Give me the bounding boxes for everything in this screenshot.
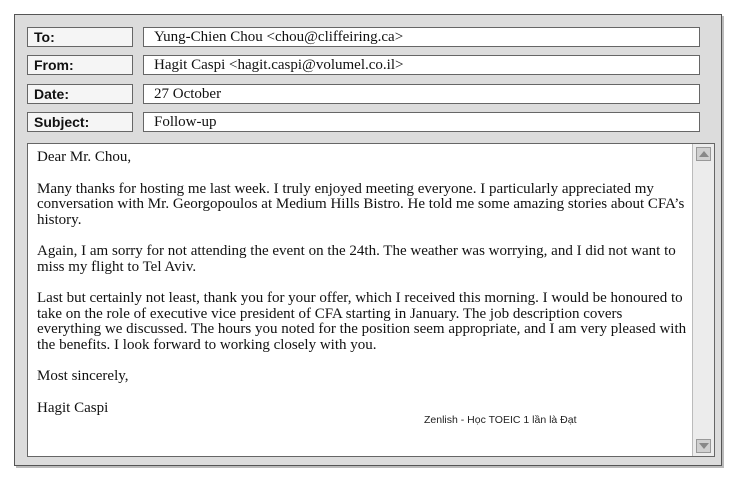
message-text — [37, 150, 687, 416]
subject-row — [27, 112, 700, 132]
greeting: Dear Mr. Chou, — [37, 149, 132, 165]
date-row — [27, 84, 700, 104]
triangle-up-icon — [699, 151, 709, 157]
to-field[interactable]: Yung-Chien Chou <chou@cliffeiring.ca> — [143, 27, 700, 47]
paragraph-2: Again, I am sorry for not attending the event on the 24th. The weather was worrying, and I did not want to miss my flight to Tel Aviv. — [37, 243, 676, 275]
to-label: To: — [27, 27, 133, 47]
from-label: From: — [27, 55, 133, 75]
vertical-scrollbar[interactable] — [692, 144, 714, 456]
watermark-text: Zenlish - Học TOEIC 1 lần là Đạt — [424, 414, 577, 426]
subject-field[interactable]: Follow-up — [143, 112, 700, 132]
date-label: Date: — [27, 84, 133, 104]
subject-label: Subject: — [27, 112, 133, 132]
from-field[interactable]: Hagit Caspi <hagit.caspi@volumel.co.il> — [143, 55, 700, 75]
from-row — [27, 55, 700, 75]
to-row — [27, 27, 700, 47]
email-window — [14, 14, 722, 466]
scroll-down-button[interactable] — [696, 439, 711, 453]
closing: Most sincerely, — [37, 368, 129, 384]
signature: Hagit Caspi — [37, 399, 109, 416]
scroll-up-button[interactable] — [696, 147, 711, 161]
paragraph-1: Many thanks for hosting me last week. I truly enjoyed meeting everyone. I particularly appreciated my conversation with Mr. Georgopoulos at Medium Hills Bistro. He told me some amazing stories about CFA’s history. — [37, 180, 685, 228]
date-field[interactable]: 27 October — [143, 84, 700, 104]
triangle-down-icon — [699, 443, 709, 449]
message-body[interactable] — [27, 143, 715, 457]
paragraph-3: Last but certainly not least, thank you for your offer, which I received this morning. I would be honoured to take on the role of executive vice president of CFA starting in January. The job description covers everything we discussed. The hours you noted for the position seem appropriate, and I am very pleased with the benefits. I look forward to working closely with you. — [37, 290, 687, 353]
